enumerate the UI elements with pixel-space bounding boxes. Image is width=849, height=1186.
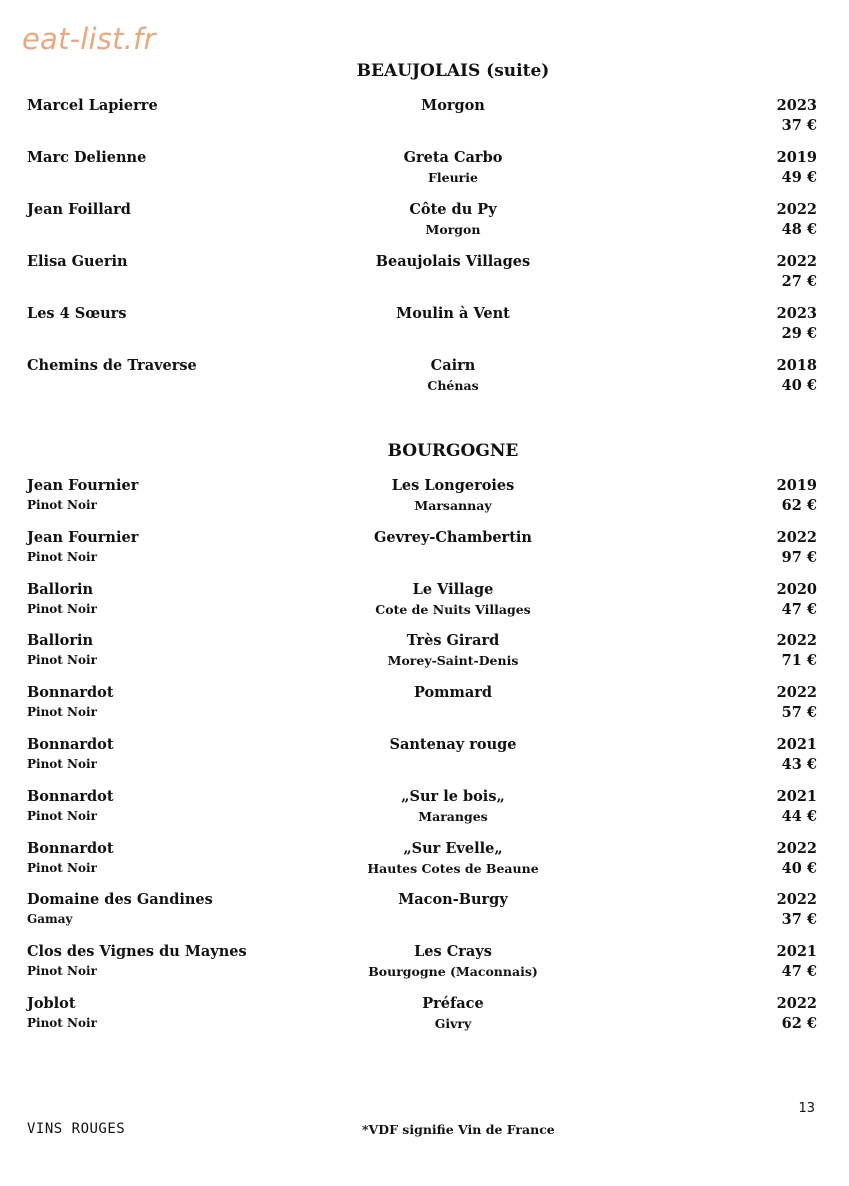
wine-row xyxy=(27,943,817,989)
producer-name: Domaine des Gandines xyxy=(27,891,213,909)
vintage-year: 2018 xyxy=(776,357,817,374)
wine-row xyxy=(27,201,817,247)
wine-name: Morgon xyxy=(421,97,485,114)
appellation: Chénas xyxy=(427,378,479,393)
vintage-year: 2022 xyxy=(776,632,817,650)
producer-name: Ballorin xyxy=(27,632,94,650)
appellation: Morgon xyxy=(425,222,481,237)
price: 48 € xyxy=(781,221,817,238)
grape-variety: Gamay xyxy=(27,912,73,927)
grape-variety: Pinot Noir xyxy=(27,705,97,720)
wine-row xyxy=(27,149,817,195)
page-number: 13 xyxy=(798,1101,815,1116)
section-title-beaujolais: BEAUJOLAIS (suite) xyxy=(356,61,550,81)
vintage-year: 2019 xyxy=(776,149,817,166)
wine-name: Pommard xyxy=(413,684,493,702)
vintage-year: 2022 xyxy=(776,684,817,702)
appellation: Bourgogne (Maconnais) xyxy=(368,964,538,980)
price: 40 € xyxy=(781,859,817,877)
price: 29 € xyxy=(781,325,817,342)
wine-name: Côte du Py xyxy=(409,201,497,218)
wine-row xyxy=(27,253,817,299)
price: 47 € xyxy=(781,963,817,981)
price: 27 € xyxy=(781,273,817,290)
appellation: Marsannay xyxy=(414,498,492,513)
producer-name: Bonnardot xyxy=(27,839,114,857)
watermark-logo: eat-list.fr xyxy=(22,22,156,56)
vintage-year: 2020 xyxy=(776,580,817,598)
grape-variety: Pinot Noir xyxy=(27,498,97,512)
vintage-year: 2021 xyxy=(776,736,817,753)
price: 97 € xyxy=(781,548,817,566)
appellation: Cote de Nuits Villages xyxy=(375,601,531,617)
vintage-year: 2022 xyxy=(776,528,817,546)
price: 40 € xyxy=(781,377,817,394)
vintage-year: 2023 xyxy=(776,97,817,114)
wine-row xyxy=(27,477,817,523)
vintage-year: 2023 xyxy=(776,305,817,322)
wine-name: Le Village xyxy=(412,580,494,598)
wine-name: Santenay rouge xyxy=(389,736,517,753)
price: 71 € xyxy=(781,652,817,670)
vintage-year: 2022 xyxy=(776,995,817,1012)
grape-variety: Pinot Noir xyxy=(27,808,97,823)
vintage-year: 2022 xyxy=(776,891,817,909)
vintage-year: 2022 xyxy=(776,201,817,218)
wine-row xyxy=(27,995,817,1041)
wine-name: Greta Carbo xyxy=(403,149,503,166)
price: 43 € xyxy=(781,756,817,773)
appellation: Givry xyxy=(434,1016,472,1031)
producer-name: Les 4 Sœurs xyxy=(27,305,127,322)
wine-row xyxy=(27,97,817,143)
grape-variety: Pinot Noir xyxy=(27,1016,97,1030)
vintage-year: 2021 xyxy=(776,943,817,961)
wine-name: Les Crays xyxy=(414,943,492,961)
vintage-year: 2022 xyxy=(776,839,817,857)
appellation: Fleurie xyxy=(428,170,478,185)
producer-name: Ballorin xyxy=(27,580,94,598)
producer-name: Elisa Guerin xyxy=(27,253,128,270)
producer-name: Jean Fournier xyxy=(27,477,139,494)
producer-name: Jean Foillard xyxy=(27,201,131,218)
wine-row xyxy=(27,840,817,886)
price: 62 € xyxy=(781,1015,817,1032)
wine-name: Gevrey-Chambertin xyxy=(374,528,532,546)
wine-row xyxy=(27,581,817,627)
price: 37 € xyxy=(781,117,817,134)
wine-row xyxy=(27,529,817,575)
wine-name: Préface xyxy=(422,995,484,1012)
vintage-year: 2019 xyxy=(776,477,817,494)
wine-name: Beaujolais Villages xyxy=(375,253,531,270)
producer-name: Marcel Lapierre xyxy=(27,97,158,114)
grape-variety: Pinot Noir xyxy=(27,964,97,979)
producer-name: Chemins de Traverse xyxy=(27,357,197,374)
wine-name: Macon-Burgy xyxy=(398,891,508,909)
producer-name: Clos des Vignes du Maynes xyxy=(27,943,247,961)
wine-row xyxy=(27,736,817,782)
producer-name: Jean Fournier xyxy=(27,528,139,546)
price: 62 € xyxy=(781,497,817,514)
wine-row xyxy=(27,788,817,834)
price: 57 € xyxy=(781,704,817,722)
wine-row xyxy=(27,684,817,730)
grape-variety: Pinot Noir xyxy=(27,860,97,875)
wine-name: Très Girard xyxy=(406,632,500,650)
grape-variety: Pinot Noir xyxy=(27,549,97,564)
producer-name: Bonnardot xyxy=(27,684,114,702)
price: 47 € xyxy=(781,600,817,618)
wine-name: Cairn xyxy=(430,357,476,374)
producer-name: Marc Delienne xyxy=(27,149,147,166)
wine-row xyxy=(27,357,817,403)
wine-name: Moulin à Vent xyxy=(396,305,510,322)
producer-name: Bonnardot xyxy=(27,736,114,753)
wine-name: „Sur le bois„ xyxy=(401,787,505,805)
footer-category: VINS ROUGES xyxy=(27,1121,126,1137)
wine-row xyxy=(27,305,817,351)
price: 44 € xyxy=(781,807,817,825)
grape-variety: Pinot Noir xyxy=(27,601,97,616)
wine-row xyxy=(27,632,817,678)
wine-name: „Sur Evelle„ xyxy=(403,839,503,857)
producer-name: Bonnardot xyxy=(27,787,114,805)
grape-variety: Pinot Noir xyxy=(27,757,97,771)
price: 37 € xyxy=(781,911,817,929)
producer-name: Joblot xyxy=(27,995,76,1012)
appellation: Morey-Saint-Denis xyxy=(387,653,519,669)
vintage-year: 2021 xyxy=(776,787,817,805)
footer-note: *VDF signifie Vin de France xyxy=(362,1122,555,1137)
appellation: Maranges xyxy=(418,808,488,824)
wine-row xyxy=(27,891,817,937)
vintage-year: 2022 xyxy=(776,253,817,270)
price: 49 € xyxy=(781,169,817,186)
grape-variety: Pinot Noir xyxy=(27,653,97,668)
wine-name: Les Longeroies xyxy=(391,477,515,494)
appellation: Hautes Cotes de Beaune xyxy=(367,860,539,876)
section-title-bourgogne: BOURGOGNE xyxy=(387,441,519,461)
